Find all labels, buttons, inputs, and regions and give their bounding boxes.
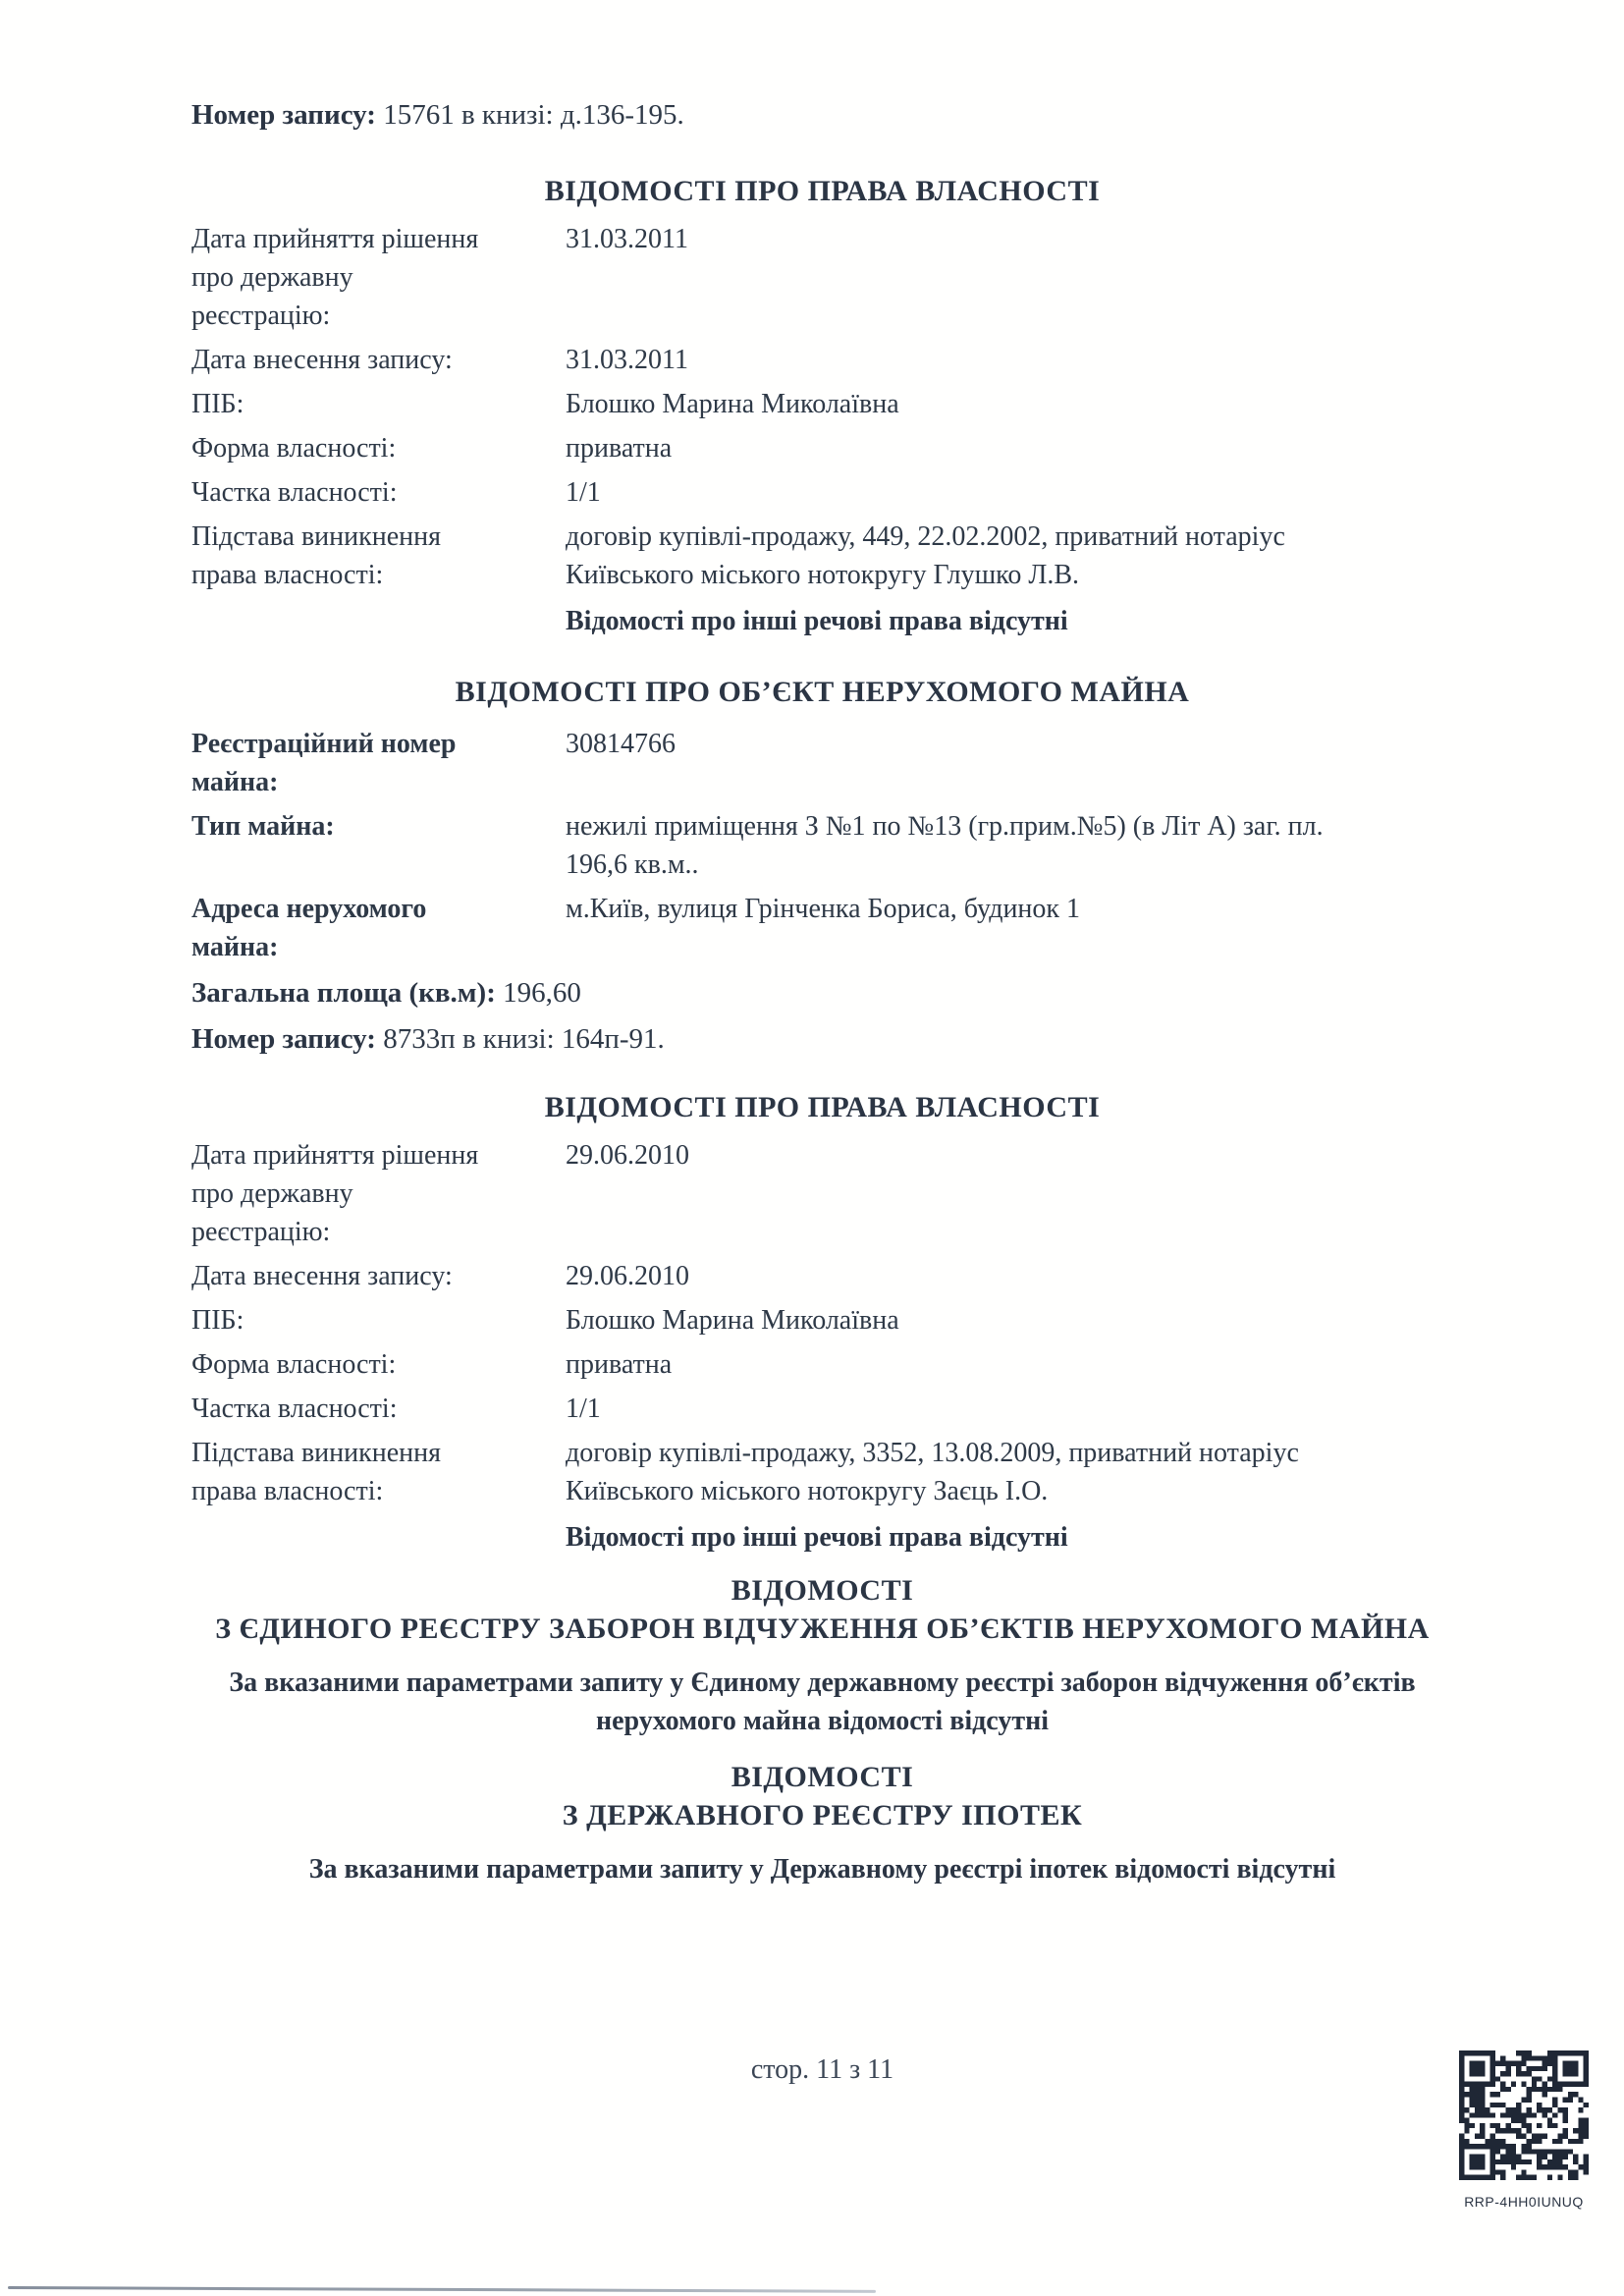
field-row xyxy=(191,1345,1453,1384)
field-value: 1/1 xyxy=(566,477,601,508)
other-rights-note: Відомості про інші речові права відсутні xyxy=(566,1522,1068,1553)
mortgages-title-line1: ВІДОМОСТІ xyxy=(731,1761,914,1793)
prohibitions-section xyxy=(191,1571,1453,1740)
field-value: нежилі приміщення З №1 по №13 (гр.прим.№5) (в Літ А) заг. пл. 196,6 кв.м.. xyxy=(566,811,1324,880)
ownership2-title: ВІДОМОСТІ ПРО ПРАВА ВЛАСНОСТІ xyxy=(544,1091,1101,1123)
field-value: 1/1 xyxy=(566,1394,601,1424)
field-label: Форма власності: xyxy=(191,433,397,464)
field-label: Дата прийняття рішення про державну реєстрацію: xyxy=(191,1140,479,1247)
page-indicator: стор. 11 з 11 xyxy=(750,2054,894,2085)
field-label: Адреса нерухомого майна: xyxy=(191,894,427,962)
record-number-value: 8733п в книзі: 164п-91. xyxy=(383,1023,665,1055)
field-row xyxy=(191,1390,1453,1428)
object-section xyxy=(191,673,1453,1059)
field-value: приватна xyxy=(566,1349,673,1380)
field-row xyxy=(191,341,1453,379)
field-value: договір купівлі-продажу, 3352, 13.08.2009, приватний нотаріус Київського міського нотокругу Заєць І.О. xyxy=(566,1438,1299,1506)
total-area-value: 196,60 xyxy=(503,977,581,1009)
field-row xyxy=(191,725,1453,801)
field-label: Підстава виникнення права власності: xyxy=(191,521,441,590)
object-title: ВІДОМОСТІ ПРО ОБ’ЄКТ НЕРУХОМОГО МАЙНА xyxy=(455,676,1190,708)
field-row xyxy=(191,429,1453,467)
field-label: Реєстраційний номер майна: xyxy=(191,729,457,797)
mortgages-note: За вказаними параметрами запиту у Державному реєстрі іпотек відомості відсутні xyxy=(308,1854,1336,1885)
field-row xyxy=(191,518,1453,594)
field-value: 29.06.2010 xyxy=(566,1261,689,1291)
field-label: Дата внесення запису: xyxy=(191,1261,453,1291)
field-value: 31.03.2011 xyxy=(566,345,688,375)
field-label: Дата прийняття рішення про державну реєстрацію: xyxy=(191,224,479,331)
total-area-line xyxy=(191,974,1453,1012)
scan-artifact-line xyxy=(8,2286,876,2293)
ownership-section-1 xyxy=(191,172,1453,640)
field-row xyxy=(191,1136,1453,1251)
other-rights-note: Відомості про інші речові права відсутні xyxy=(566,606,1068,636)
field-row xyxy=(191,220,1453,335)
record-number-label: Номер запису: xyxy=(191,1023,376,1055)
mortgages-title-line2: З ДЕРЖАВНОГО РЕЄСТРУ ІПОТЕК xyxy=(562,1799,1083,1831)
field-label: Підстава виникнення права власності: xyxy=(191,1438,441,1506)
field-value: 31.03.2011 xyxy=(566,224,688,254)
ownership1-title: ВІДОМОСТІ ПРО ПРАВА ВЛАСНОСТІ xyxy=(544,175,1101,207)
qr-caption: RRP-4HH0IUNUQ xyxy=(1464,2194,1584,2210)
field-row xyxy=(191,1257,1453,1295)
top-record-label: Номер запису: xyxy=(191,99,376,131)
field-label: ПІБ: xyxy=(191,1305,244,1336)
field-label: ПІБ: xyxy=(191,389,244,419)
field-value: Блошко Марина Миколаївна xyxy=(566,389,899,419)
prohibitions-title-line1: ВІДОМОСТІ xyxy=(731,1574,914,1607)
field-row xyxy=(191,1301,1453,1339)
prohibitions-note: За вказаними параметрами запиту у Єдиному державному реєстрі заборон відчуження об’єктів нерухомого майна відомості відсутні xyxy=(229,1667,1416,1736)
field-label: Тип майна: xyxy=(191,811,335,842)
field-value: приватна xyxy=(566,433,673,464)
field-value: м.Київ, вулиця Грінченка Бориса, будинок 1 xyxy=(566,894,1081,924)
field-row xyxy=(191,473,1453,512)
field-row xyxy=(191,807,1453,884)
field-value: 29.06.2010 xyxy=(566,1140,689,1171)
qr-block xyxy=(1450,2050,1597,2210)
field-row xyxy=(191,890,1453,966)
field-row xyxy=(191,385,1453,423)
ownership-section-2 xyxy=(191,1088,1453,1557)
prohibitions-title-line2: З ЄДИНОГО РЕЄСТРУ ЗАБОРОН ВІДЧУЖЕННЯ ОБ’ЄКТІВ НЕРУХОМОГО МАЙНА xyxy=(215,1613,1430,1645)
top-record-value: 15761 в книзі: д.136-195. xyxy=(383,99,684,131)
record-number-line xyxy=(191,1020,1453,1059)
field-value: 30814766 xyxy=(566,729,676,759)
field-label: Частка власності: xyxy=(191,1394,398,1424)
field-value: Блошко Марина Миколаївна xyxy=(566,1305,899,1336)
total-area-label: Загальна площа (кв.м): xyxy=(191,977,496,1009)
field-label: Форма власності: xyxy=(191,1349,397,1380)
top-record-line xyxy=(191,96,1453,135)
qr-code xyxy=(1459,2050,1589,2180)
field-row xyxy=(191,1434,1453,1510)
field-value: договір купівлі-продажу, 449, 22.02.2002, приватний нотаріус Київського міського нотокругу Глушко Л.В. xyxy=(566,521,1285,590)
field-label: Дата внесення запису: xyxy=(191,345,453,375)
field-label: Частка власності: xyxy=(191,477,398,508)
mortgages-section xyxy=(191,1758,1453,1888)
